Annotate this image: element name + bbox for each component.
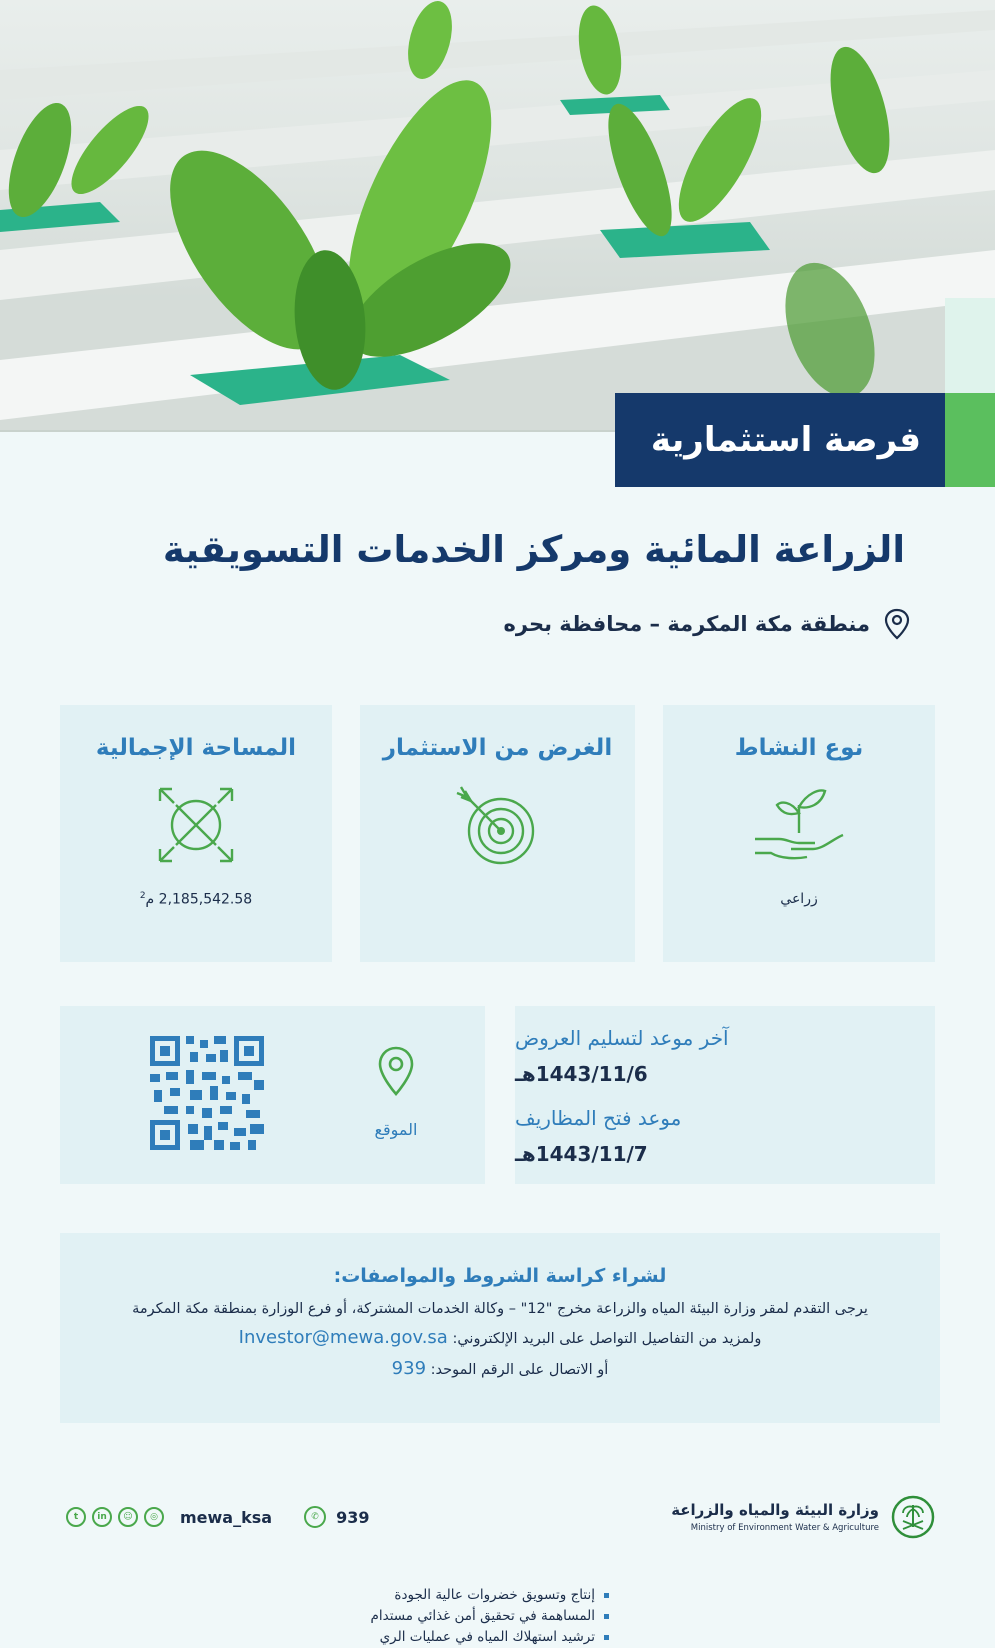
purchase-heading: لشراء كراسة الشروط والمواصفات: bbox=[333, 1265, 667, 1287]
email-prefix: ولمزيد من التفاصيل التواصل على البريد الإلكتروني: bbox=[452, 1331, 762, 1347]
ministry-name-ar: وزارة البيئة والمياه والزراعة bbox=[671, 1501, 879, 1519]
target-arrow-icon bbox=[455, 783, 543, 871]
social-handle[interactable]: mewa_ksa bbox=[180, 1507, 273, 1527]
location-row bbox=[503, 608, 910, 640]
opportunity-badge bbox=[615, 393, 945, 487]
opening-date-value: 1443/11/7هـ bbox=[515, 1142, 648, 1166]
phone-line bbox=[60, 1358, 940, 1379]
site-label: الموقع bbox=[374, 1120, 418, 1139]
submission-deadline-value: 1443/11/6هـ bbox=[515, 1062, 648, 1086]
email-line bbox=[60, 1327, 940, 1348]
list-item: إنتاج وتسويق خضروات عالية الجودة bbox=[371, 1585, 610, 1606]
ministry-emblem-icon bbox=[891, 1495, 935, 1539]
badge-accent-green bbox=[945, 393, 995, 487]
purchase-instructions: يرجى التقدم لمقر وزارة البيئة المياه والزراعة مخرج "12" – وكالة الخدمات المشتركة، أو فرع الوزارة بمنطقة مكة المكرمة bbox=[132, 1301, 868, 1317]
linkedin-icon[interactable]: in bbox=[92, 1507, 112, 1527]
footer-phone-number: 939 bbox=[336, 1507, 370, 1527]
purchase-info-box bbox=[60, 1233, 940, 1423]
map-pin-icon bbox=[884, 608, 910, 640]
badge-accent-light bbox=[945, 298, 995, 393]
area-card bbox=[60, 705, 332, 962]
twitter-icon[interactable]: t bbox=[66, 1507, 86, 1527]
phone-link[interactable]: 939 bbox=[391, 1358, 427, 1379]
activity-value: زراعي bbox=[780, 891, 818, 907]
location-text: منطقة مكة المكرمة – محافظة بحره bbox=[503, 612, 870, 636]
phone-prefix: أو الاتصال على الرقم الموحد: bbox=[430, 1362, 609, 1378]
area-unit-superscript: 2 bbox=[139, 891, 146, 901]
area-header: المساحة الإجمالية bbox=[95, 735, 297, 761]
activity-header: نوع النشاط bbox=[734, 735, 864, 761]
footer-contacts bbox=[66, 1506, 369, 1528]
dates-card bbox=[515, 1006, 935, 1184]
qr-code[interactable] bbox=[150, 1036, 264, 1150]
submission-deadline-label: آخر موعد لتسليم العروض bbox=[515, 1026, 729, 1050]
opening-date-label: موعد فتح المظاريف bbox=[515, 1106, 682, 1130]
seedling-hand-icon bbox=[751, 783, 847, 863]
page-title: الزراعة المائية ومركز الخدمات التسويقية bbox=[162, 528, 905, 571]
area-number: 2,185,542.58 م bbox=[145, 891, 253, 908]
snapchat-icon[interactable]: ☺ bbox=[118, 1507, 138, 1527]
area-value bbox=[60, 891, 332, 908]
site-card bbox=[60, 1006, 485, 1184]
phone-icon: ✆ bbox=[304, 1506, 326, 1528]
badge-label: فرصة استثمارية bbox=[650, 420, 921, 460]
instagram-icon[interactable]: ◎ bbox=[144, 1507, 164, 1527]
activity-card bbox=[663, 705, 935, 962]
purpose-header: الغرض من الاستثمار bbox=[382, 735, 613, 761]
map-pin-icon[interactable] bbox=[378, 1046, 414, 1096]
list-item: المساهمة في تحقيق أمن غذائي مستدام bbox=[371, 1606, 610, 1627]
expand-area-icon bbox=[156, 785, 236, 865]
ministry-logo bbox=[671, 1495, 935, 1539]
hydroponic-plants-illustration bbox=[0, 0, 995, 432]
purpose-list bbox=[371, 1585, 610, 1648]
hero-image bbox=[0, 0, 995, 432]
ministry-name-en: Ministry of Environment Water & Agriculture bbox=[690, 1523, 879, 1533]
list-item: ترشيد استهلاك المياه في عمليات الري bbox=[371, 1627, 610, 1648]
email-link[interactable]: Investor@mewa.gov.sa bbox=[238, 1327, 448, 1348]
footer-phone[interactable] bbox=[304, 1506, 369, 1528]
